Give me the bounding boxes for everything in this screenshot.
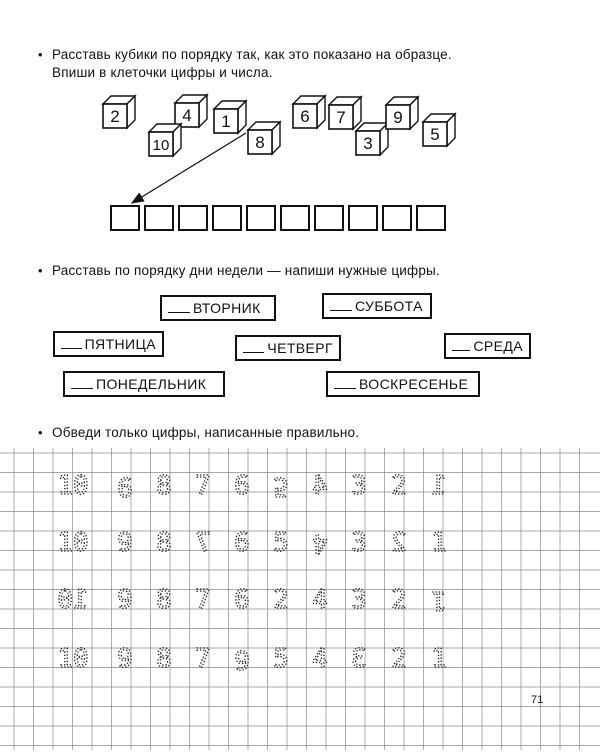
dotted-digit[interactable] bbox=[57, 471, 88, 501]
dotted-digit[interactable] bbox=[234, 585, 250, 615]
svg-text:5: 5 bbox=[273, 528, 289, 558]
svg-text:1: 1 bbox=[431, 644, 447, 674]
dotted-digit[interactable] bbox=[57, 644, 88, 674]
cube-number: 6 bbox=[300, 107, 310, 126]
svg-text:6: 6 bbox=[234, 644, 250, 674]
svg-text:10: 10 bbox=[57, 528, 89, 558]
svg-text:8: 8 bbox=[156, 528, 172, 558]
dotted-digit[interactable] bbox=[273, 585, 289, 615]
svg-text:10: 10 bbox=[57, 644, 89, 674]
bullet-icon: • bbox=[38, 425, 43, 440]
svg-text:9: 9 bbox=[117, 528, 133, 558]
dotted-digit[interactable] bbox=[312, 644, 328, 674]
svg-text:3: 3 bbox=[351, 528, 367, 558]
answer-blank[interactable] bbox=[452, 350, 470, 351]
answer-blank[interactable] bbox=[243, 352, 264, 353]
answer-blank[interactable] bbox=[168, 312, 190, 313]
svg-text:4: 4 bbox=[312, 528, 328, 558]
day-label: ЧЕТВЕРГ bbox=[267, 340, 333, 356]
dotted-digit[interactable] bbox=[273, 644, 289, 674]
day-card-saturday[interactable] bbox=[322, 293, 432, 319]
dotted-digit[interactable] bbox=[117, 471, 133, 501]
svg-text:7: 7 bbox=[195, 585, 211, 615]
day-label: СУББОТА bbox=[355, 298, 423, 314]
dotted-digit[interactable] bbox=[156, 528, 172, 558]
svg-text:1: 1 bbox=[431, 528, 447, 558]
dotted-digit[interactable] bbox=[234, 528, 250, 558]
task1-line1: Расставь кубики по порядку так, как это показано на образце. bbox=[52, 47, 452, 62]
task2-instruction bbox=[38, 262, 440, 280]
dotted-digit[interactable] bbox=[195, 585, 211, 615]
cube-number: 3 bbox=[363, 134, 373, 153]
day-card-sunday[interactable] bbox=[326, 371, 480, 397]
task3-text: Обведи только цифры, написанные правильно. bbox=[52, 425, 360, 440]
svg-text:7: 7 bbox=[195, 471, 211, 501]
cube-number: 5 bbox=[430, 125, 440, 144]
day-card-monday[interactable] bbox=[63, 371, 225, 397]
cube-number: 7 bbox=[336, 108, 346, 127]
svg-text:6: 6 bbox=[234, 528, 250, 558]
dotted-digit[interactable] bbox=[312, 471, 328, 501]
dotted-digit[interactable] bbox=[117, 585, 133, 615]
dotted-digit[interactable] bbox=[431, 528, 447, 558]
dotted-digit[interactable] bbox=[57, 528, 88, 558]
dotted-digit[interactable] bbox=[431, 644, 447, 674]
dotted-digit[interactable] bbox=[391, 644, 407, 674]
dotted-digit[interactable] bbox=[156, 644, 172, 674]
digit-grid bbox=[0, 448, 600, 750]
task2-text: Расставь по порядку дни недели — напиши нужные цифры. bbox=[52, 263, 440, 278]
svg-text:9: 9 bbox=[117, 644, 133, 674]
cube-number: 4 bbox=[182, 106, 192, 125]
cube-number: 1 bbox=[221, 112, 231, 131]
dotted-digit[interactable] bbox=[273, 528, 289, 558]
day-label: СРЕДА bbox=[473, 338, 523, 354]
answer-box[interactable] bbox=[314, 205, 344, 231]
dotted-digit[interactable] bbox=[391, 471, 407, 501]
answer-blank[interactable] bbox=[334, 388, 356, 389]
page-number: 71 bbox=[531, 694, 544, 706]
svg-text:8: 8 bbox=[156, 471, 172, 501]
svg-text:1: 1 bbox=[431, 585, 447, 615]
dotted-digit[interactable] bbox=[234, 644, 250, 674]
svg-text:9: 9 bbox=[117, 585, 133, 615]
dotted-digit[interactable] bbox=[312, 528, 328, 558]
svg-text:10: 10 bbox=[57, 585, 89, 615]
svg-text:4: 4 bbox=[312, 585, 328, 615]
answer-blank[interactable] bbox=[61, 348, 82, 349]
svg-text:2: 2 bbox=[273, 585, 289, 615]
answer-box[interactable] bbox=[382, 205, 412, 231]
grid-canvas bbox=[0, 448, 600, 750]
day-label: ПЯТНИЦА bbox=[84, 336, 156, 352]
dotted-digit[interactable] bbox=[195, 528, 211, 558]
answer-blank[interactable] bbox=[71, 388, 93, 389]
dotted-digit[interactable] bbox=[195, 644, 211, 674]
dotted-digit[interactable] bbox=[195, 471, 211, 501]
answer-box[interactable] bbox=[416, 205, 446, 231]
dotted-digit[interactable] bbox=[156, 585, 172, 615]
bullet-icon: • bbox=[38, 47, 43, 62]
dotted-digit[interactable] bbox=[156, 471, 172, 501]
dotted-digit[interactable] bbox=[117, 528, 133, 558]
day-card-wednesday[interactable] bbox=[444, 333, 531, 359]
dotted-digit[interactable] bbox=[431, 585, 447, 615]
day-card-tuesday[interactable] bbox=[160, 295, 276, 321]
task1-line2: Впиши в клеточки цифры и числа. bbox=[52, 65, 273, 80]
svg-text:2: 2 bbox=[391, 644, 407, 674]
dotted-digit[interactable] bbox=[273, 471, 289, 501]
dotted-digit[interactable] bbox=[391, 528, 407, 558]
svg-text:3: 3 bbox=[351, 471, 367, 501]
dotted-digit[interactable] bbox=[312, 585, 328, 615]
dotted-digit[interactable] bbox=[391, 585, 407, 615]
day-label: ВОСКРЕСЕНЬЕ bbox=[359, 376, 469, 392]
svg-text:4: 4 bbox=[312, 471, 328, 501]
cube-number: 9 bbox=[393, 108, 403, 127]
day-label: ПОНЕДЕЛЬНИК bbox=[96, 376, 207, 392]
answer-box[interactable] bbox=[348, 205, 378, 231]
svg-text:5: 5 bbox=[273, 644, 289, 674]
svg-text:4: 4 bbox=[312, 644, 328, 674]
svg-text:6: 6 bbox=[234, 471, 250, 501]
answer-box[interactable] bbox=[280, 205, 310, 231]
svg-text:1: 1 bbox=[431, 471, 447, 501]
answer-box[interactable] bbox=[246, 205, 276, 231]
day-card-friday[interactable] bbox=[53, 331, 164, 357]
dotted-digit[interactable] bbox=[351, 471, 367, 501]
dotted-digit[interactable] bbox=[234, 471, 250, 501]
svg-text:2: 2 bbox=[391, 585, 407, 615]
svg-text:9: 9 bbox=[117, 471, 133, 501]
svg-text:2: 2 bbox=[391, 528, 407, 558]
svg-text:6: 6 bbox=[234, 585, 250, 615]
answer-box[interactable] bbox=[212, 205, 242, 231]
svg-text:8: 8 bbox=[156, 585, 172, 615]
answer-blank[interactable] bbox=[330, 310, 352, 311]
cube-number: 8 bbox=[255, 133, 265, 152]
answer-boxes bbox=[110, 205, 446, 231]
day-card-thursday[interactable] bbox=[235, 335, 341, 361]
svg-text:7: 7 bbox=[195, 644, 211, 674]
svg-text:2: 2 bbox=[391, 471, 407, 501]
dotted-digit[interactable] bbox=[351, 528, 367, 558]
svg-text:8: 8 bbox=[156, 644, 172, 674]
dotted-digit[interactable] bbox=[117, 644, 133, 674]
answer-box[interactable] bbox=[178, 205, 208, 231]
svg-text:10: 10 bbox=[57, 471, 89, 501]
answer-box[interactable] bbox=[110, 205, 140, 231]
dotted-digit[interactable] bbox=[431, 471, 447, 501]
svg-text:7: 7 bbox=[195, 528, 211, 558]
answer-box[interactable] bbox=[144, 205, 174, 231]
svg-text:3: 3 bbox=[351, 585, 367, 615]
task3-instruction bbox=[38, 424, 360, 442]
cube-number: 2 bbox=[110, 107, 120, 126]
svg-text:5: 5 bbox=[273, 471, 289, 501]
day-label: ВТОРНИК bbox=[193, 300, 261, 316]
bullet-icon: • bbox=[38, 263, 43, 278]
dotted-digit[interactable] bbox=[351, 644, 367, 674]
dotted-digit[interactable] bbox=[351, 585, 367, 615]
dotted-digit[interactable] bbox=[57, 585, 88, 615]
svg-text:3: 3 bbox=[351, 644, 367, 674]
cube-number: 10 bbox=[152, 137, 170, 154]
